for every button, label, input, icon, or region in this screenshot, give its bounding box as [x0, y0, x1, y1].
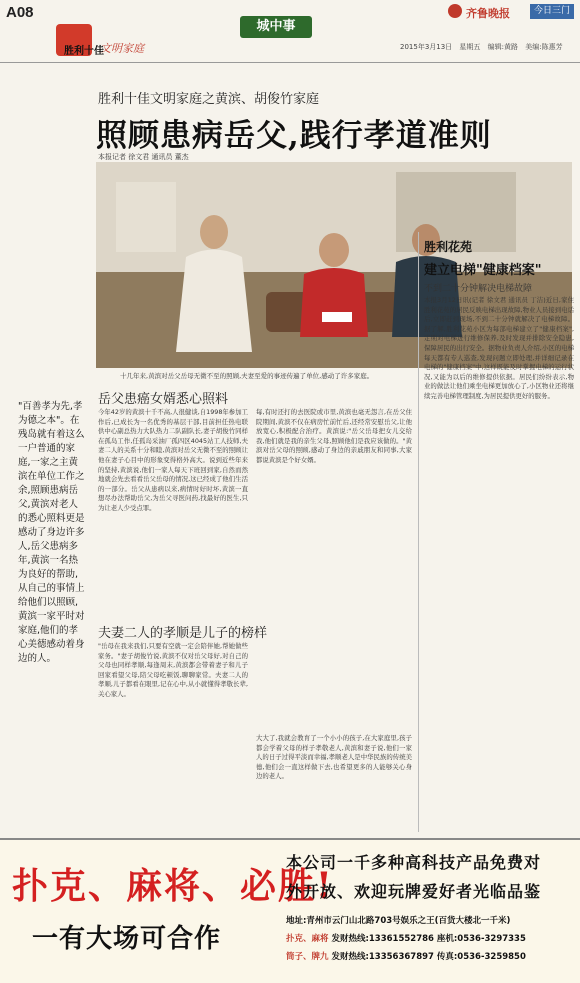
award-brand: 文明家庭: [100, 42, 144, 55]
ad-line-2: 外开放、欢迎玩牌爱好者光临品鉴: [286, 882, 542, 901]
issue-date: 2015年3月13日: [400, 43, 453, 51]
body-col-3: "岳母在我来我们,只要有空就一定会陪伴她,帮她做些家务。"妻子胡俊竹说,黄滨不仅对岳父母好,对自己的父母也同样孝顺,每逢周末,黄滨都会带着妻子和儿子回家看望父母,陪父母吃顿饭,聊聊家常。夫妻二人的孝顺,儿子都看在眼里,记在心中,从小就懂得孝敬长辈,关心家人。: [98, 642, 248, 698]
family-award-deco: [56, 24, 184, 58]
subhead-1: 岳父患癌女婿悉心照料: [98, 392, 229, 407]
paper-logo-text: 齐鲁晚报: [466, 7, 510, 20]
column-divider: [418, 232, 419, 832]
ad-slogan-2: 一有大场可合作: [32, 924, 222, 954]
ad-line-1: 本公司一千多种高科技产品免费对: [286, 853, 542, 872]
ad-phone-1-number: 发财热线:13361552786 座机:0536-3297335: [331, 934, 526, 944]
side-story-location: 胜利花苑: [424, 240, 473, 254]
ad-address: 地址:青州市云门山北路703号娱乐之王(百货大楼北一千米): [286, 916, 511, 926]
side-story-body: 本报3月12日讯(记者 徐文君 通讯员 丁洁)近日,家住胜利花苑的居民反映电梯出现故障,物业人员接到电话后,立即赶到现场,不到二十分钟就解决了电梯故障。据了解,胜利花苑小区为每部电梯建立了"健康档案",定期对电梯进行维修保养,及时发现并排除安全隐患,保障居民的出行安全。据物业负责人介绍,小区的电梯每天都有专人巡查,发现问题立即处理,并详细记录在电梯的"健康档案"中,这样既能及时掌握电梯的运行状况,又能为以后的维修提供依据。居民们纷纷表示,物业的做法让他们乘坐电梯更加放心了,小区物业还将继续完善电梯管理制度,为居民提供更好的服务。: [424, 296, 574, 400]
side-story-subtitle: 不到二十分钟解决电梯故障: [424, 284, 533, 294]
ad-phone-1: [286, 932, 574, 944]
issue-designer: 美编:陈惠芳: [525, 43, 563, 51]
side-story-title: 建立电梯"健康档案": [424, 263, 542, 278]
body-col-2: 每,有时还打的去医院或市里,黄滨也毫无怨言,在岳父住院期间,黄滨不仅在病房忙前忙后,还经常安慰岳父,让他放宽心,积极配合治疗。黄滨说:"岳父岳母把女儿交给我,他们就是我的亲生父母,照顾他们是我应该做的。"黄滨对岳父母的照顾,感动了身边的亲戚朋友和同事,大家都说黄滨是个好女婿。: [256, 408, 412, 464]
paper-edition-chip: 今日三门: [530, 4, 574, 19]
issue-weekday: 星期五: [459, 43, 481, 51]
ad-info-block: [286, 850, 574, 962]
subhead-2: 夫妻二人的孝顺是儿子的榜样: [98, 626, 268, 641]
article-byline: 本报记者 徐文君 通讯员 董杰: [98, 153, 189, 161]
body-col-4: 大大了,我就会教育了一个小小的孩子,在大家庭里,孩子都会学着父母的样子孝敬老人,黄滨和妻子说,他们一家人的日子过得平淡而幸福,孝顺老人是中华民族的传统美德,他们会一直这样做下去,也希望更多的人能够关心身边的老人。: [256, 734, 412, 781]
article-headline: 照顾患病岳父,践行孝道准则: [96, 118, 492, 154]
side-quote-column: "百善孝为先,孝为德之本"。在残岛就有着这么一户普通的家庭,一家之主黄滨在单位工作之余,照顾患病岳父,黄滨对老人的悉心照料更是感动了身边许多人,岳父患病多年,黄滨一名热为良好的帮助,从自己的事情上给他们以照顾,黄滨一家平时对家庭,他们的孝心美德感动着身边的人。: [18, 401, 85, 664]
body-col-1: 今年42岁的黄滨十千不高,人很健谈,自1998年参加工作后,已成长为一名优秀的基层干部,目前担任热电联供中心副总热力大队热力二队副队长,妻子胡俊竹同样在孤岛工作,任孤岛采油厂孤四区4045站工人技师,夫妻二人的关系十分和睦,黄滨对岳父无微不至的照顾让他在妻子心目中的形象变得格外高大。说到近些年来的坚持,黄滨说,他们一家人每天下班回到家,自然而然地就会先去看看岳父岳母的情况,这已经成了他们生活的一部分。岳父从患病以来,病情时好时坏,黄滨一直想尽办法帮助岳父,为岳父寻医问药,找最好的医生,只为让老人少受点罪。: [98, 408, 248, 512]
article-kicker: 胜利十佳文明家庭之黄滨、胡俊竹家庭: [98, 92, 320, 107]
ad-phone-2-label: 筒子、牌九: [286, 952, 329, 962]
issue-editor: 编辑:黄路: [487, 43, 519, 51]
photo-caption: 十几年来,黄滨对岳父岳母无微不至的照顾,夫妻至爱的事迹传遍了单位,感动了许多家庭。: [120, 372, 374, 380]
ad-phone-2: [286, 950, 574, 962]
ad-phone-1-label: 扑克、麻将: [286, 934, 329, 944]
ad-slogan: 扑克、麻将、必胜!: [12, 865, 334, 907]
issue-meta: [400, 42, 568, 52]
page-header: [0, 0, 580, 63]
page-number: A08: [6, 4, 34, 21]
advertisement: [0, 838, 580, 983]
award-subtitle: 胜利十佳: [64, 46, 104, 57]
paper-logo: [448, 4, 576, 20]
ad-phone-2-number: 发财热线:13356367897 传真:0536-3259850: [331, 952, 526, 962]
section-tab: 城中事: [240, 16, 312, 38]
side-story-heading: [424, 238, 574, 294]
paper-logo-icon: [448, 4, 462, 18]
